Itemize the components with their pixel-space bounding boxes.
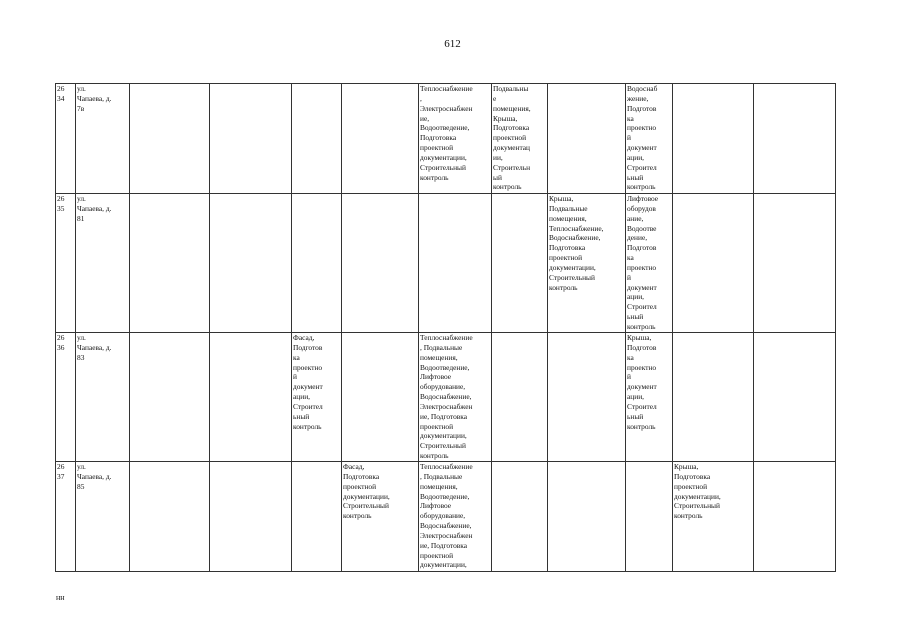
work-cell: Лифтовое оборудов ание, Водоотве дение, Подготов ка проектно й документ ации, Строител ьный контроль	[626, 194, 673, 333]
work-cell	[210, 194, 292, 333]
address-cell: ул. Чапаева, д. 83	[76, 333, 130, 462]
row-number: 26 34	[56, 84, 76, 194]
table-row	[56, 333, 836, 462]
row-number: 26 35	[56, 194, 76, 333]
page-number: 612	[444, 38, 461, 50]
row-number: 26 36	[56, 333, 76, 462]
work-cell: Подвальны е помещения, Крыша, Подготовка проектной документац ии, Строительн ый контроль	[492, 84, 548, 194]
work-cell	[754, 84, 836, 194]
work-cell	[342, 194, 419, 333]
work-cell	[130, 84, 210, 194]
address-cell: ул. Чапаева, д. 81	[76, 194, 130, 333]
work-cell: Теплоснабжение , Подвальные помещения, Водоотведение, Лифтовое оборудование, Водоснабжение, Электроснабжен ие, Подготовка проектной документации, Строительный контроль	[419, 333, 492, 462]
work-cell	[210, 462, 292, 572]
work-cell	[130, 194, 210, 333]
work-cell: Теплоснабжение , Электроснабжен ие, Водоотведение, Подготовка проектной документации, Строительный контроль	[419, 84, 492, 194]
work-cell	[626, 462, 673, 572]
work-cell	[754, 462, 836, 572]
work-cell	[548, 462, 626, 572]
work-cell: Крыша, Подготовка проектной документации, Строительный контроль	[673, 462, 754, 572]
table-row	[56, 462, 836, 572]
work-cell	[548, 333, 626, 462]
row-number: 26 37	[56, 462, 76, 572]
work-cell	[492, 194, 548, 333]
work-cell	[292, 84, 342, 194]
work-cell	[754, 194, 836, 333]
address-cell: ул. Чапаева, д. 85	[76, 462, 130, 572]
work-cell	[210, 333, 292, 462]
work-cell	[673, 194, 754, 333]
work-cell: Теплоснабжение , Подвальные помещения, Водоотведение, Лифтовое оборудование, Водоснабжение, Электроснабжен ие, Подготовка проектной документации,	[419, 462, 492, 572]
work-cell	[754, 333, 836, 462]
work-cell: Крыша, Подвальные помещения, Теплоснабжение, Водоснабжение, Подготовка проектной документации, Строительный контроль	[548, 194, 626, 333]
work-cell	[673, 333, 754, 462]
work-cell	[492, 333, 548, 462]
work-cell	[419, 194, 492, 333]
work-cell	[673, 84, 754, 194]
work-cell	[210, 84, 292, 194]
work-cell	[292, 462, 342, 572]
footer-mark: нн	[56, 593, 65, 602]
address-cell: ул. Чапаева, д. 7в	[76, 84, 130, 194]
work-cell: Фасад, Подготовка проектной документации, Строительный контроль	[342, 462, 419, 572]
table-row	[56, 84, 836, 194]
work-cell	[292, 194, 342, 333]
table-row	[56, 194, 836, 333]
work-cell: Водоснаб жение, Подготов ка проектно й документ ации, Строител ьный контроль	[626, 84, 673, 194]
work-cell: Фасад, Подготов ка проектно й документ ации, Строител ьный контроль	[292, 333, 342, 462]
works-table	[55, 83, 836, 572]
work-cell	[342, 84, 419, 194]
work-cell	[492, 462, 548, 572]
work-cell: Крыша, Подготов ка проектно й документ ации, Строител ьный контроль	[626, 333, 673, 462]
work-cell	[342, 333, 419, 462]
work-cell	[548, 84, 626, 194]
work-cell	[130, 462, 210, 572]
work-cell	[130, 333, 210, 462]
